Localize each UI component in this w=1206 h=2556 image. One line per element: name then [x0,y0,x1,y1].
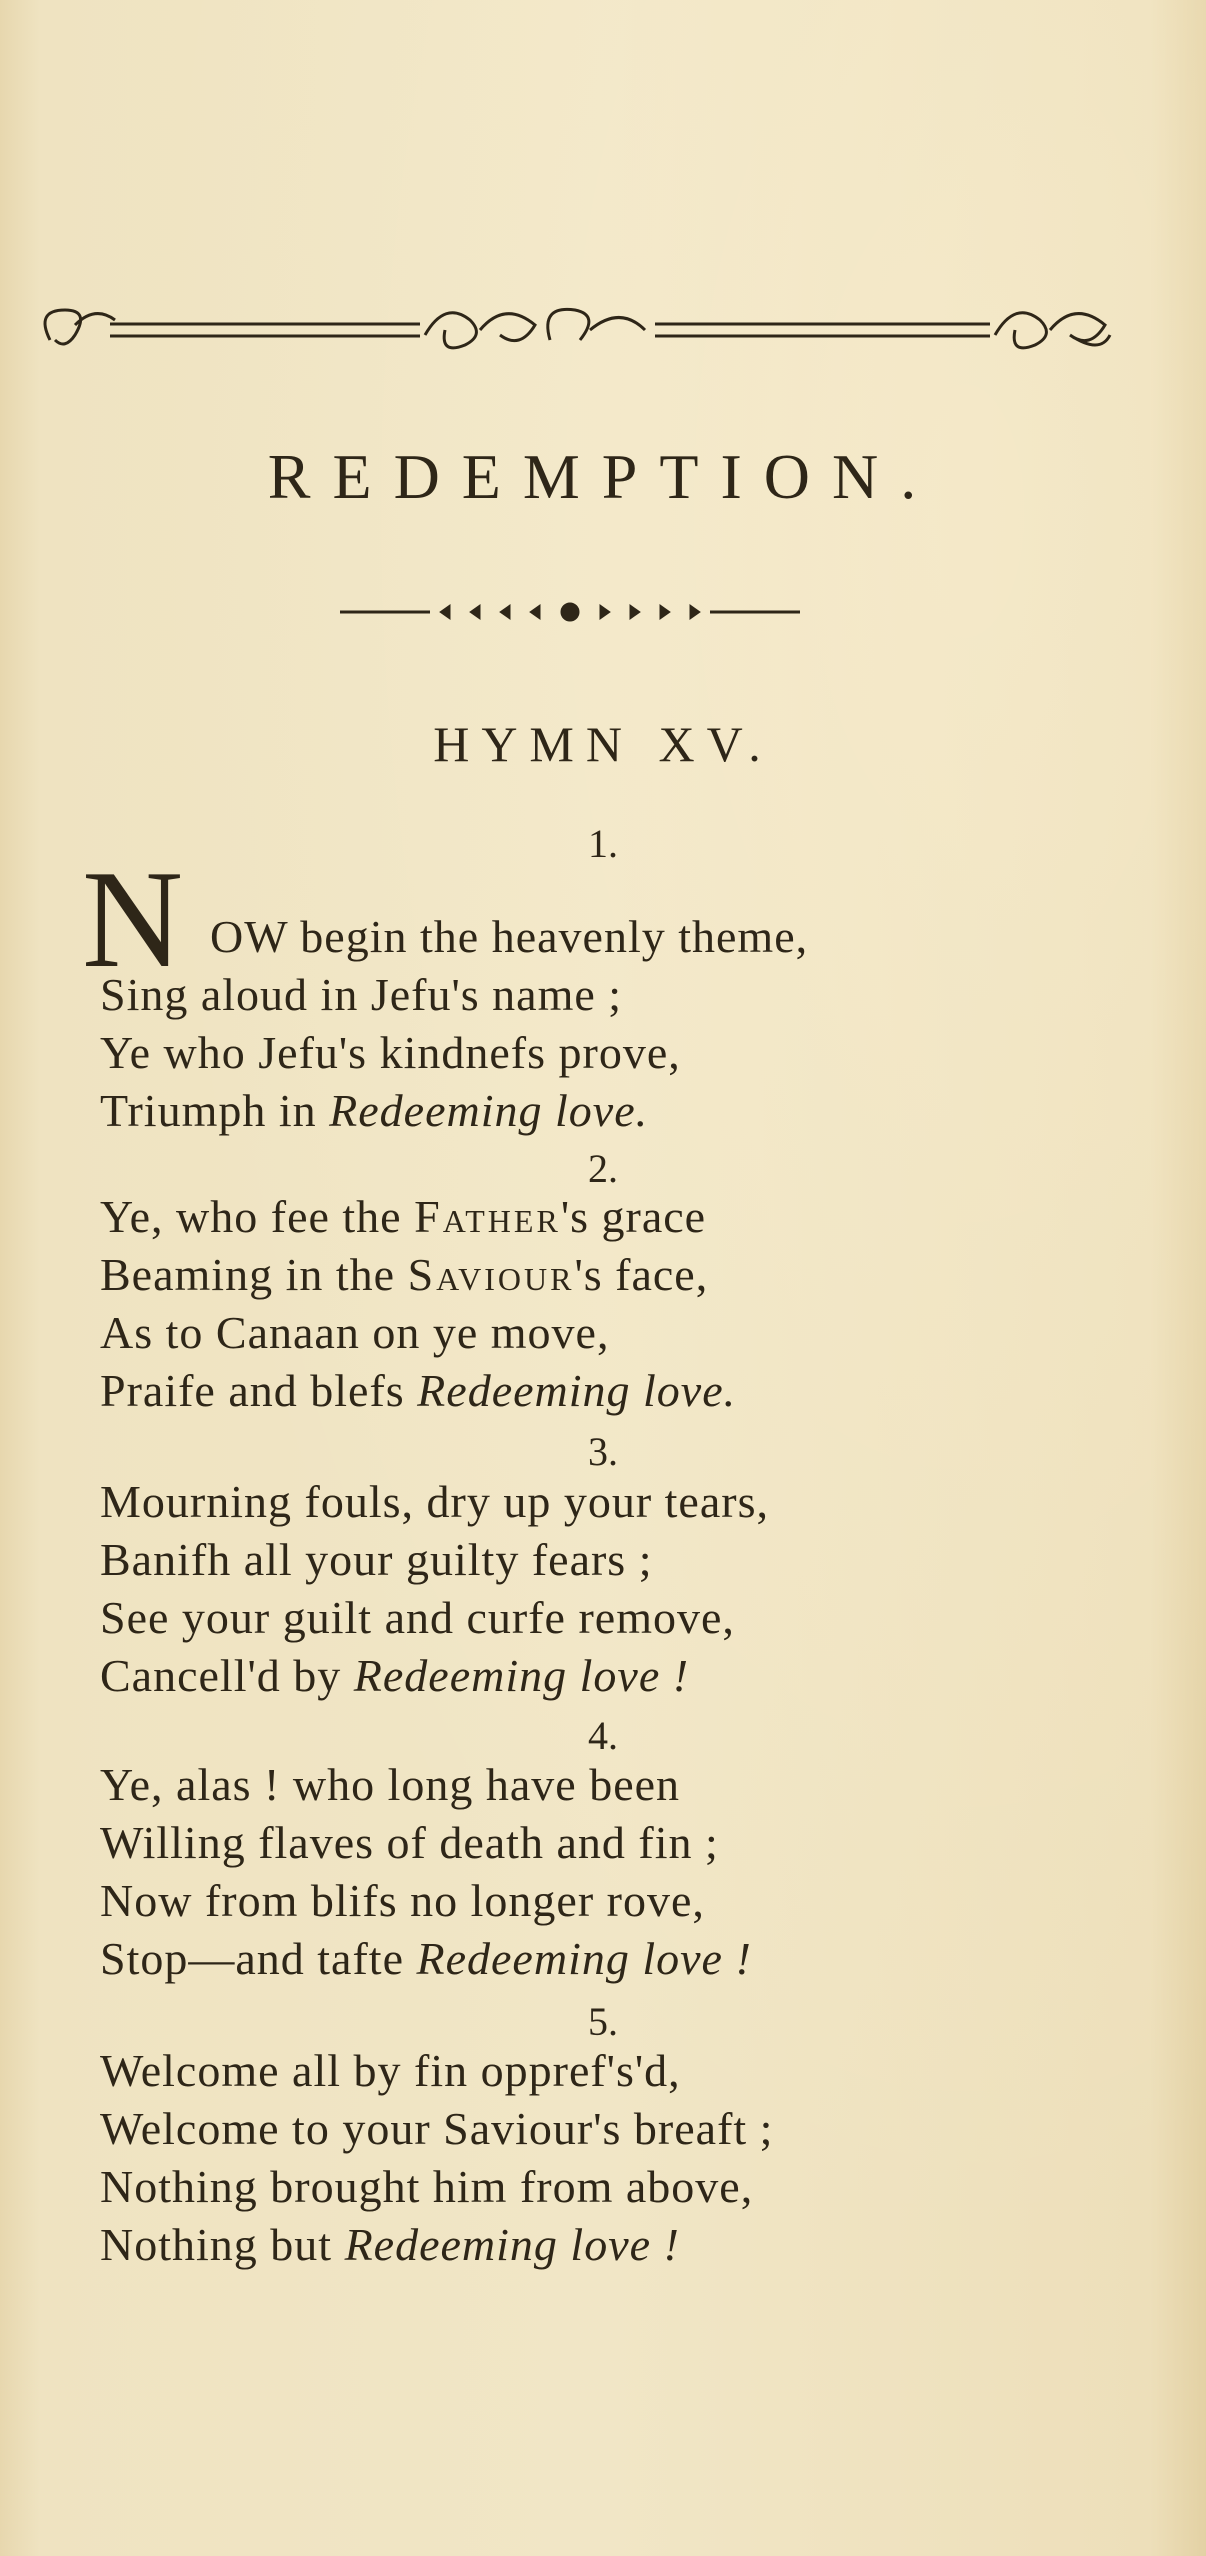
stanza-number: 3. [588,1429,618,1474]
verse-smallcaps: Saviour [407,1249,575,1300]
verse-line: Welcome all by fin oppref's'd, [100,2045,681,2096]
verse-line: Ye who Jefu's kindnefs prove, [100,1027,681,1078]
verse-line: Nothing brought him from above, [100,2161,754,2212]
verse-italic: Redeeming love. [329,1085,649,1136]
verse-line: Now from blifs no longer rove, [100,1875,705,1926]
verse-line [100,1190,706,1243]
verse-line: Willing flaves of death and fin ; [100,1817,719,1868]
verse-line [100,1248,708,1301]
verse-text: 's grace [560,1191,707,1242]
verse-line [100,2218,680,2271]
verse-smallcaps: Father [414,1191,561,1242]
verse-line: Banifh all your guilty fears ; [100,1534,653,1585]
verse-line: As to Canaan on ye move, [100,1307,610,1358]
decorative-header-ornament [30,290,1150,370]
verse-italic: Redeeming love. [417,1365,737,1416]
verse-line: Mourning fouls, dry up your tears, [100,1476,769,1527]
verse-italic: Redeeming love ! [353,1650,690,1701]
stanza-number: 5. [588,1999,618,2044]
page-title: REDEMPTION. [267,441,939,512]
verse-text: Nothing but [100,2219,345,2270]
stanza-number: 4. [588,1713,618,1758]
verse-line [100,1084,648,1137]
verse-text: Praife and blefs [100,1365,418,1416]
verse-text: 's face, [574,1249,709,1300]
verse-line: See your guilt and curfe remove, [100,1592,735,1643]
verse-line [100,1932,752,1985]
verse-line: Sing aloud in Jefu's name ; [100,969,623,1020]
verse-line [100,1649,689,1702]
verse-text: Stop—and tafte [100,1933,417,1984]
stanza-number: 1. [588,821,618,866]
verse-italic: Redeeming love ! [344,2219,680,2270]
hymn-heading: HYMN XV. [433,716,773,772]
verse-text: Beaming in the [100,1249,408,1300]
verse-line [100,1364,736,1417]
verse-text: Triumph in [100,1085,330,1136]
verse-text: Ye, who fee the [100,1191,415,1242]
verse-line: OW begin the heavenly theme, [210,911,809,962]
drop-cap: N [82,842,184,997]
verse-line: Ye, alas ! who long have been [100,1759,681,1810]
verse-italic: Redeeming love ! [416,1933,752,1984]
decorative-divider [340,592,800,632]
verse-text: Cancell'd by [100,1650,354,1701]
verse-line: Welcome to your Saviour's breaft ; [100,2103,774,2154]
stanza-number: 2. [588,1146,618,1191]
